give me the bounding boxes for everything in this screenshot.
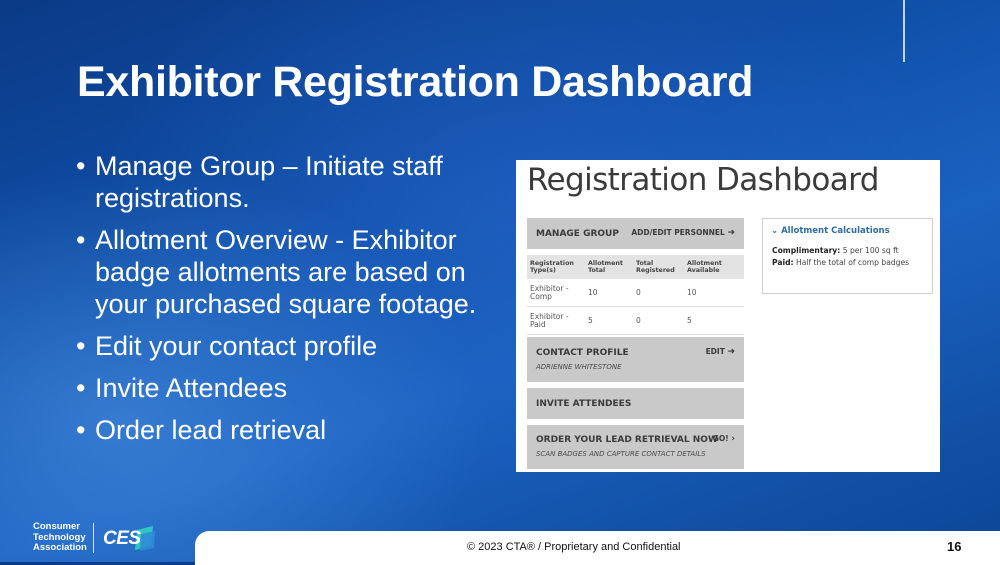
registration-dashboard-screenshot	[516, 160, 940, 472]
bullet-item: • Allotment Overview - Exhibitor badge allotments are based on your purchased square footage.	[74, 224, 504, 320]
paid-line	[772, 257, 924, 268]
lead-retrieval-subtitle: SCAN BADGES AND CAPTURE CONTACT DETAILS	[536, 450, 706, 458]
cta-wordmark	[33, 522, 87, 554]
bullet-item: • Edit your contact profile	[74, 330, 504, 362]
paid-value: Half the total of comp badges	[795, 258, 910, 267]
table-cell: 0	[633, 279, 684, 307]
bullet-item: • Order lead retrieval	[74, 414, 504, 446]
contact-name: ADRIENNE WHITESTONE	[536, 363, 622, 371]
lead-retrieval-card[interactable]	[527, 425, 744, 469]
arrow-right-icon: ➜	[727, 347, 735, 357]
column-header: Allotment Total	[585, 255, 633, 279]
page-number: 16	[947, 539, 962, 554]
logo-line: Association	[33, 542, 87, 553]
contact-profile-card[interactable]	[527, 337, 744, 382]
table-cell: 5	[684, 307, 744, 335]
bullet-list	[74, 150, 504, 456]
table-cell: 10	[684, 279, 744, 307]
dashboard-title: Registration Dashboard	[527, 162, 879, 198]
table-cell: 10	[585, 279, 633, 307]
allotment-calculations-title: Allotment Calculations	[781, 226, 890, 236]
paid-label: Paid:	[772, 258, 794, 267]
ces-logo-icon	[99, 526, 155, 554]
allotment-calculations-toggle[interactable]	[771, 226, 890, 236]
go-link[interactable]	[713, 434, 735, 444]
manage-group-label: MANAGE GROUP	[536, 229, 619, 239]
edit-profile-link[interactable]	[706, 347, 735, 357]
table-row	[527, 307, 744, 335]
bullet-item: • Invite Attendees	[74, 372, 504, 404]
footer-bar	[195, 531, 1000, 565]
table-header-row	[527, 255, 744, 279]
allotment-calculations-box	[762, 218, 933, 294]
logo-divider	[93, 523, 94, 553]
logo-line: Technology	[33, 531, 86, 543]
add-edit-personnel-link[interactable]	[631, 228, 735, 238]
chevron-down-icon: ⌄	[771, 226, 779, 236]
cta-ces-logo	[33, 522, 158, 556]
add-edit-personnel-label: ADD/EDIT PERSONNEL	[631, 228, 725, 237]
manage-group-card[interactable]	[527, 218, 744, 249]
complimentary-label: Complimentary:	[772, 246, 841, 255]
arrow-right-icon: ➜	[727, 228, 735, 238]
logo-line: Consumer	[33, 521, 80, 532]
bullet-item: • Manage Group – Initiate staff registrations.	[74, 150, 504, 214]
column-header: Registration Type(s)	[527, 255, 585, 279]
footer-copyright: © 2023 CTA® / Proprietary and Confidential	[467, 541, 681, 553]
table-row	[527, 279, 744, 307]
allotment-table	[527, 255, 744, 335]
lead-retrieval-label: ORDER YOUR LEAD RETRIEVAL NOW	[536, 435, 718, 445]
table-cell: Exhibitor - Paid	[527, 307, 585, 335]
chevron-right-icon: ›	[731, 434, 735, 444]
invite-attendees-label: INVITE ATTENDEES	[536, 399, 632, 409]
table-cell: 5	[585, 307, 633, 335]
slide-title: Exhibitor Registration Dashboard	[77, 58, 754, 106]
complimentary-line	[772, 245, 924, 256]
edit-label: EDIT	[705, 347, 725, 356]
go-label: GO!	[712, 434, 729, 443]
contact-profile-label: CONTACT PROFILE	[536, 348, 629, 358]
table-cell: Exhibitor - Comp	[527, 279, 585, 307]
decorative-divider-line	[903, 0, 905, 62]
invite-attendees-card[interactable]	[527, 388, 744, 419]
complimentary-value: 5 per 100 sq ft	[842, 246, 899, 255]
ces-wordmark: CES	[103, 528, 141, 549]
table-cell: 0	[633, 307, 684, 335]
column-header: Allotment Available	[684, 255, 744, 279]
column-header: Total Registered	[633, 255, 684, 279]
